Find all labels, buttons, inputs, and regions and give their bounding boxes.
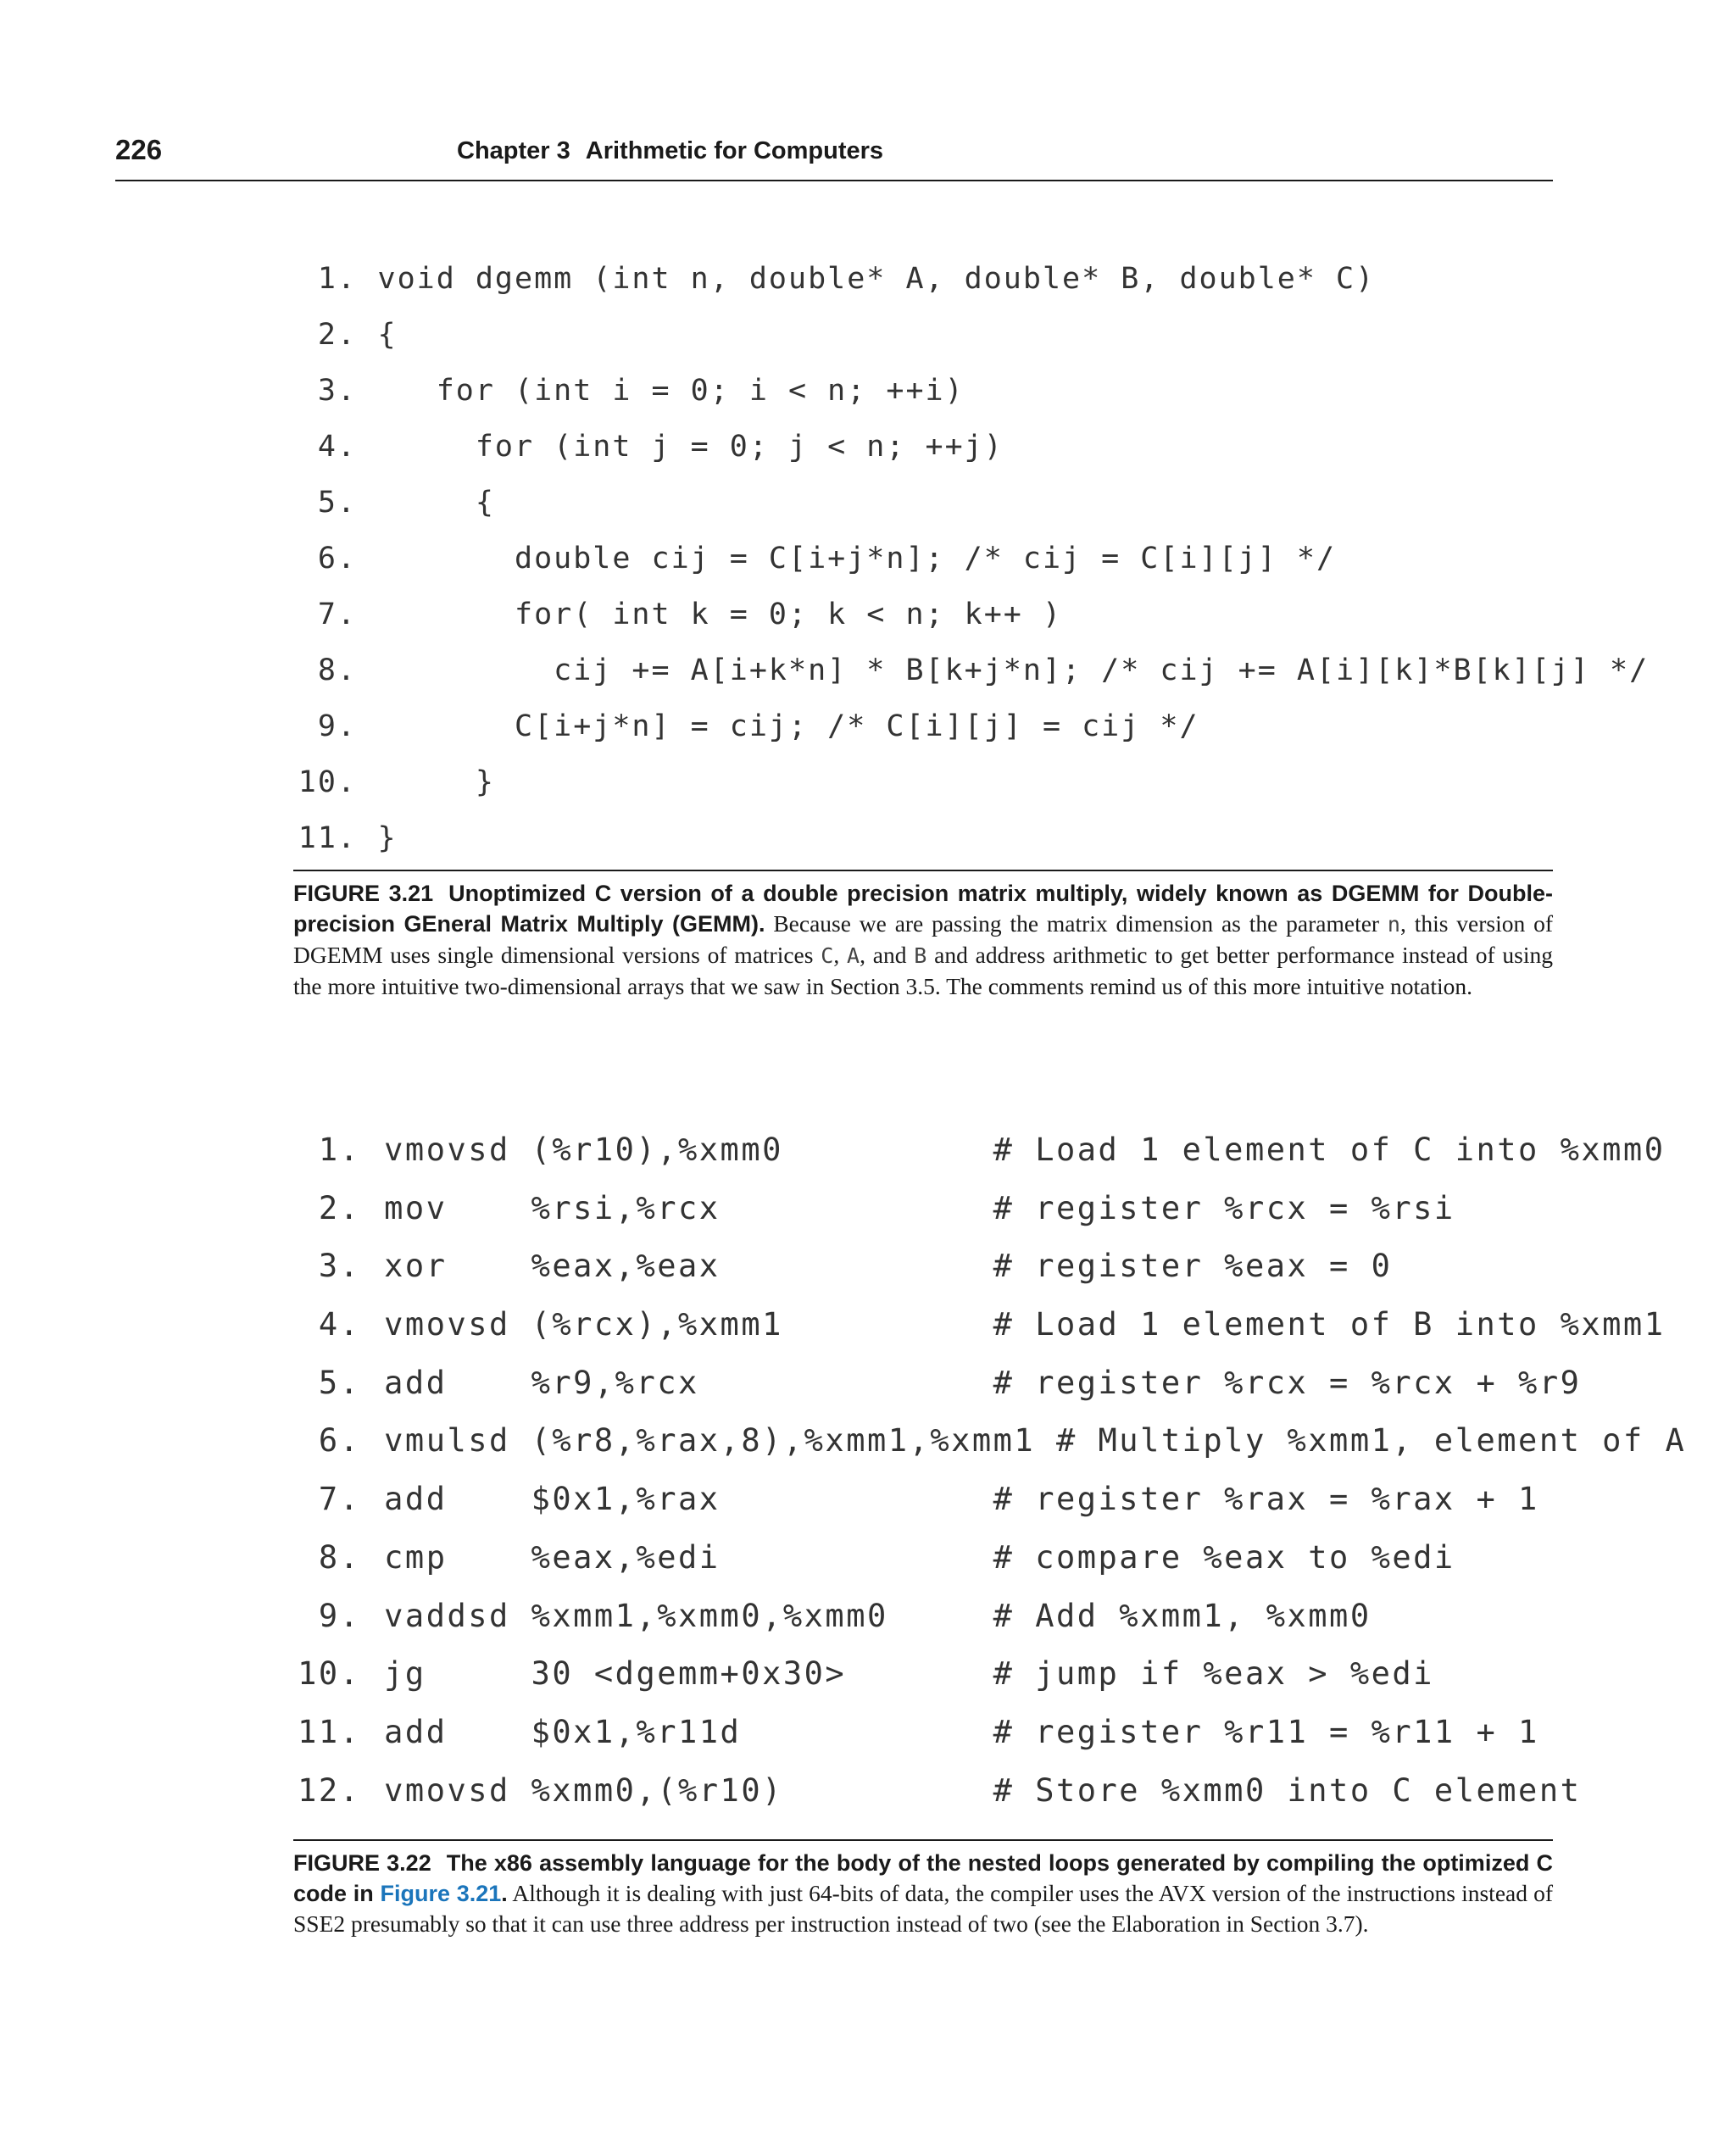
line-number: 10.	[298, 1655, 361, 1693]
code-line	[292, 1180, 1563, 1238]
code-text: jg 30 <dgemm+0x30> # jump if %eax > %edi	[384, 1655, 1434, 1693]
code-text: vmovsd (%r10),%xmm0 # Load 1 element of C into %xmm0	[384, 1132, 1666, 1168]
line-number: 7.	[318, 1481, 361, 1518]
code-line	[292, 1704, 1563, 1762]
caption-code-b: B	[914, 943, 927, 968]
line-number: 9.	[318, 1597, 361, 1634]
caption-code-a: A	[847, 943, 860, 968]
figure-3-21-caption	[293, 878, 1553, 1002]
code-text: cmp %eax,%edi # compare %eax to %edi	[384, 1538, 1455, 1576]
c-code-listing	[292, 251, 1650, 866]
caption-text: ,	[833, 942, 848, 968]
figure-3-22-rule	[293, 1839, 1553, 1841]
code-text: vmovsd (%rcx),%xmm1 # Load 1 element of B into %xmm1	[384, 1306, 1666, 1343]
line-number: 6.	[317, 542, 357, 576]
line-number: 5.	[317, 486, 357, 520]
figure-3-21-link[interactable]: Figure 3.21	[380, 1881, 502, 1906]
line-number: 5.	[318, 1364, 361, 1401]
figure-3-21-rule	[293, 870, 1553, 871]
code-text: }	[377, 821, 398, 855]
line-number: 8.	[317, 653, 357, 687]
caption-text: , this version of DGEMM uses single dimensional versions of matrices	[293, 910, 1553, 968]
code-line	[292, 754, 1563, 810]
line-number: 3.	[318, 1248, 361, 1285]
code-text: xor %eax,%eax # register %eax = 0	[384, 1248, 1393, 1285]
code-text: for (int j = 0; j < n; ++j)	[377, 430, 1004, 464]
line-number: 11.	[298, 821, 357, 855]
code-line	[292, 475, 1563, 531]
line-number: 1.	[317, 262, 357, 296]
code-line	[292, 363, 1563, 419]
code-text: for (int i = 0; i < n; ++i)	[377, 374, 965, 408]
code-line	[292, 307, 1563, 363]
line-number: 6.	[318, 1422, 361, 1460]
code-text: C[i+j*n] = cij; /* C[i][j] = cij */	[377, 709, 1199, 743]
code-line	[292, 1645, 1563, 1704]
line-number: 8.	[318, 1538, 361, 1576]
code-line	[292, 810, 1563, 866]
code-text: mov %rsi,%rcx # register %rcx = %rsi	[384, 1189, 1455, 1226]
caption-code-c: C	[821, 943, 834, 968]
code-line	[292, 1121, 1666, 1180]
code-line	[292, 1412, 1687, 1471]
page-header	[115, 125, 1553, 181]
figure-3-22-number: FIGURE 3.22	[293, 1850, 431, 1876]
code-text: vmovsd %xmm0,(%r10) # Store %xmm0 into C element	[384, 1771, 1582, 1809]
caption-text: , and	[860, 942, 915, 968]
line-number: 4.	[318, 1306, 361, 1343]
code-line	[292, 1354, 1582, 1413]
code-text: {	[377, 318, 398, 352]
code-text: add %r9,%rcx # register %rcx = %rcx + %r9	[384, 1364, 1582, 1401]
line-number: 4.	[317, 430, 357, 464]
code-text: add $0x1,%rax # register %rax = %rax + 1	[384, 1481, 1539, 1518]
assembly-listing	[292, 1121, 1687, 1820]
code-text: cij += A[i+k*n] * B[k+j*n]; /* cij += A[i][k]*B[k][j] */	[377, 653, 1650, 687]
line-number: 2.	[317, 318, 357, 352]
code-text: void dgemm (int n, double* A, double* B, double* C)	[377, 262, 1376, 296]
code-line	[292, 251, 1563, 307]
code-text: vmulsd (%r8,%rax,8),%xmm1,%xmm1 # Multiply %xmm1, element of A	[384, 1422, 1687, 1460]
running-head	[457, 137, 883, 165]
code-text: double cij = C[i+j*n]; /* cij = C[i][j] */	[377, 542, 1337, 576]
code-line	[292, 1296, 1666, 1354]
code-line	[292, 587, 1563, 642]
line-number: 9.	[317, 709, 357, 743]
code-text: vaddsd %xmm1,%xmm0,%xmm0 # Add %xmm1, %xmm0	[384, 1597, 1372, 1634]
line-number: 1.	[318, 1132, 361, 1168]
figure-3-21-title: Unoptimized C version of a double precision matrix multiply, widely known as DGEMM for Double-precision GEneral Matrix Multiply (GEMM).	[293, 881, 1553, 937]
line-number: 12.	[298, 1771, 361, 1809]
code-line	[292, 642, 1650, 698]
code-text: for( int k = 0; k < n; k++ )	[377, 598, 1063, 631]
caption-code-n: n	[1387, 912, 1400, 937]
code-line	[292, 1588, 1563, 1646]
code-line	[292, 531, 1563, 587]
line-number: 3.	[317, 374, 357, 408]
line-number: 2.	[318, 1189, 361, 1226]
figure-3-22-title: The x86 assembly language for the body of the nested loops generated by compiling the optimized C code in	[293, 1850, 1553, 1906]
code-line	[292, 1471, 1563, 1529]
code-text: {	[377, 486, 495, 520]
code-line	[292, 1529, 1563, 1588]
chapter-label: Chapter 3	[457, 137, 570, 164]
code-line	[292, 419, 1563, 475]
line-number: 11.	[298, 1713, 361, 1750]
caption-text: Because we are passing the matrix dimension as the parameter	[765, 910, 1388, 937]
code-line	[292, 1237, 1563, 1296]
figure-3-22-caption	[293, 1848, 1553, 1939]
caption-text: and address arithmetic to get better performance instead of using the more intuitive two-dimensional arrays that we saw in Section 3.5. The comments remind us of this more intuitive notation.	[293, 942, 1553, 999]
code-line	[292, 1762, 1582, 1821]
code-text: add $0x1,%r11d # register %r11 = %r11 + 1	[384, 1713, 1539, 1750]
title-period: .	[501, 1881, 508, 1906]
code-line	[292, 698, 1563, 754]
page-number: 226	[115, 134, 163, 165]
figure-3-21-number: FIGURE 3.21	[293, 881, 434, 906]
caption-text: Although it is dealing with just 64-bits of data, the compiler uses the AVX version of the instructions instead of SSE2 presumably so that it can use three address per instruction instead of two (see the Elaboration in Section 3.7).	[293, 1880, 1554, 1937]
line-number: 7.	[317, 598, 357, 631]
chapter-title: Arithmetic for Computers	[585, 137, 884, 164]
line-number: 10.	[298, 765, 357, 799]
code-text: }	[377, 765, 495, 799]
